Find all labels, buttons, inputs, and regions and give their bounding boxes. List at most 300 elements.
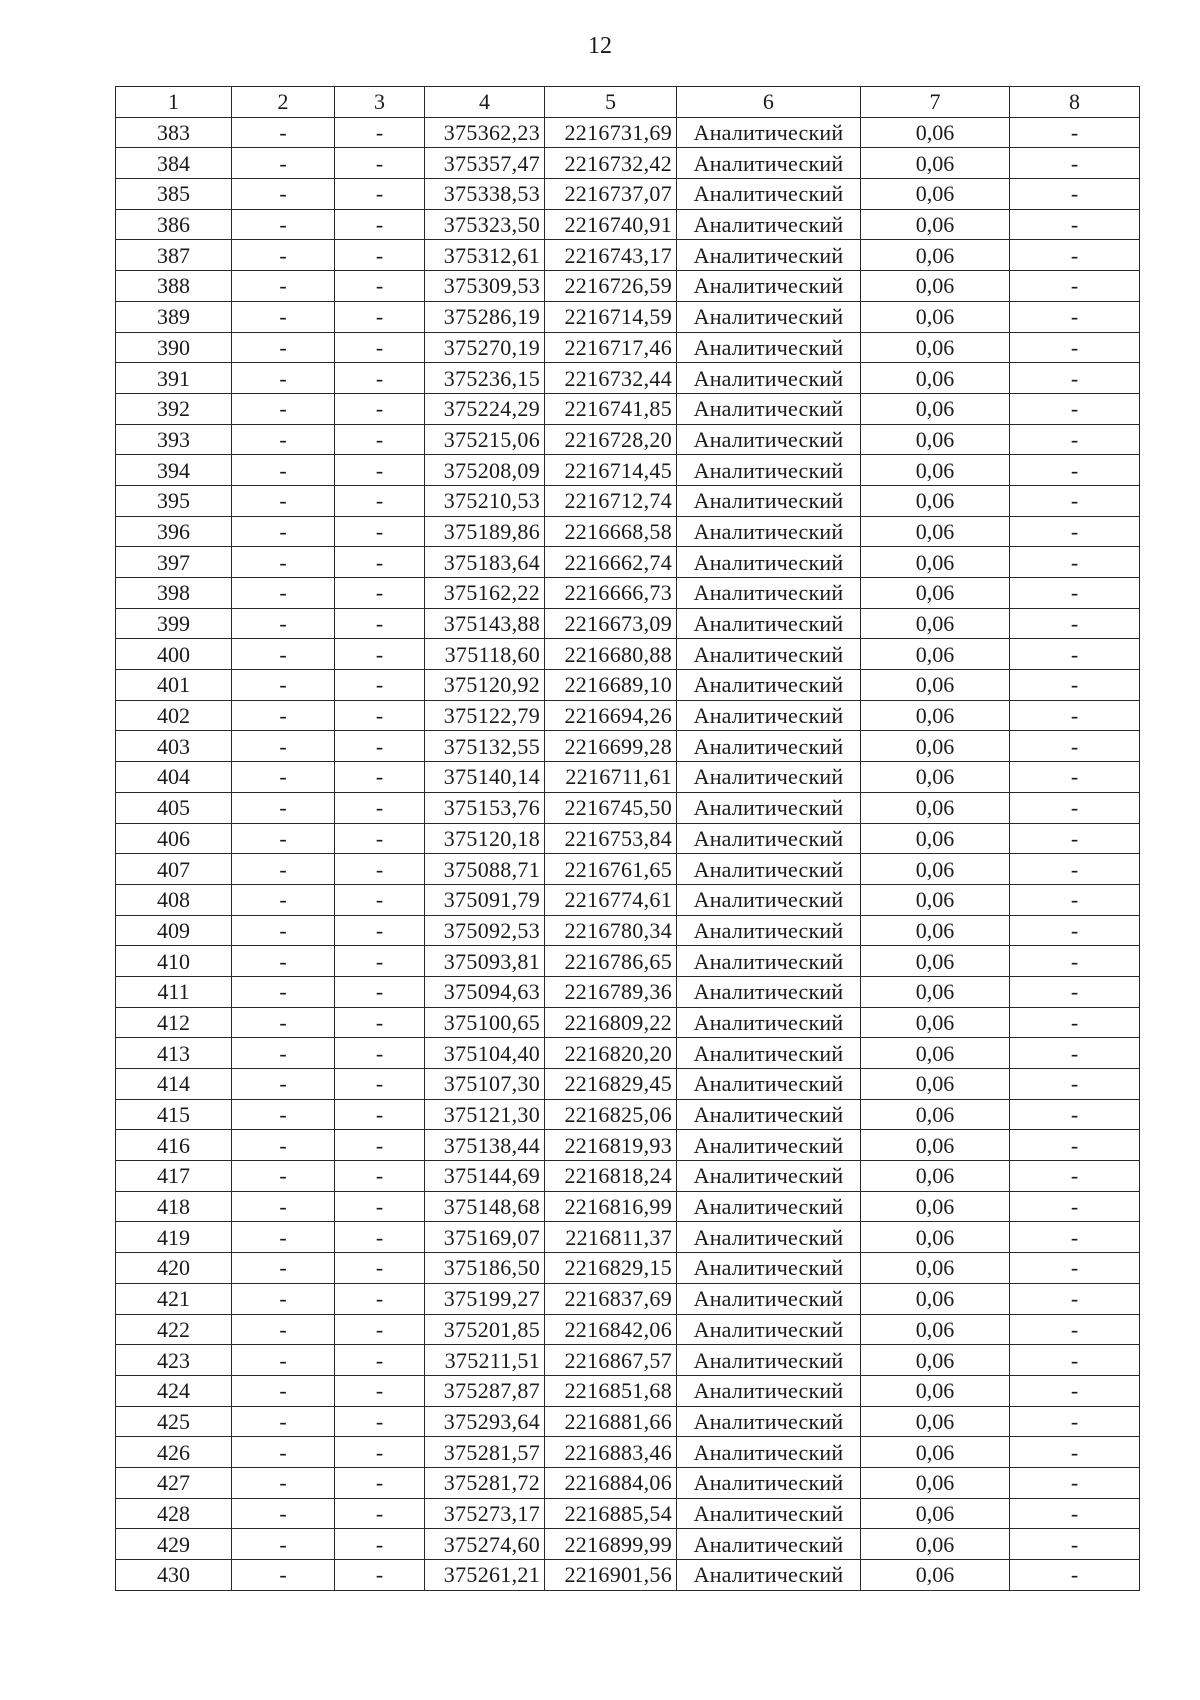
method-cell: Аналитический: [677, 301, 861, 332]
col3-value-cell: -: [335, 823, 425, 854]
col2-value-cell: -: [232, 976, 335, 1007]
accuracy-cell: 0,06: [861, 1283, 1010, 1314]
col3-value-cell: -: [335, 393, 425, 424]
table-row: [116, 700, 1140, 731]
column-header: 2: [232, 87, 335, 118]
col2-value-cell: -: [232, 1161, 335, 1192]
method-cell: Аналитический: [677, 578, 861, 609]
point-number-cell: 408: [116, 884, 232, 915]
col8-value-cell: -: [1010, 209, 1140, 240]
col2-value-cell: -: [232, 1222, 335, 1253]
col8-value-cell: -: [1010, 1375, 1140, 1406]
point-number-cell: 419: [116, 1222, 232, 1253]
col8-value-cell: -: [1010, 670, 1140, 701]
table-row: [116, 393, 1140, 424]
table-row: [116, 1406, 1140, 1437]
accuracy-cell: 0,06: [861, 1191, 1010, 1222]
table-row: [116, 1498, 1140, 1529]
coord-x-cell: 375121,30: [425, 1099, 545, 1130]
table-row: [116, 209, 1140, 240]
method-cell: Аналитический: [677, 148, 861, 179]
method-cell: Аналитический: [677, 1161, 861, 1192]
col3-value-cell: -: [335, 670, 425, 701]
col8-value-cell: -: [1010, 240, 1140, 271]
point-number-cell: 426: [116, 1437, 232, 1468]
accuracy-cell: 0,06: [861, 271, 1010, 302]
coord-y-cell: 2216732,42: [545, 148, 677, 179]
col3-value-cell: -: [335, 1437, 425, 1468]
coord-x-cell: 375140,14: [425, 762, 545, 793]
col8-value-cell: -: [1010, 1437, 1140, 1468]
col3-value-cell: -: [335, 915, 425, 946]
method-cell: Аналитический: [677, 639, 861, 670]
col2-value-cell: -: [232, 1560, 335, 1591]
coord-x-cell: 375186,50: [425, 1253, 545, 1284]
coord-y-cell: 2216818,24: [545, 1161, 677, 1192]
col2-value-cell: -: [232, 1406, 335, 1437]
coord-y-cell: 2216820,20: [545, 1038, 677, 1069]
col8-value-cell: -: [1010, 762, 1140, 793]
coord-x-cell: 375093,81: [425, 946, 545, 977]
coord-x-cell: 375199,27: [425, 1283, 545, 1314]
table-row: [116, 1191, 1140, 1222]
table-row: [116, 578, 1140, 609]
accuracy-cell: 0,06: [861, 578, 1010, 609]
col3-value-cell: -: [335, 1498, 425, 1529]
col2-value-cell: -: [232, 424, 335, 455]
point-number-cell: 396: [116, 516, 232, 547]
col3-value-cell: -: [335, 1038, 425, 1069]
table-row: [116, 1560, 1140, 1591]
coord-x-cell: 375362,23: [425, 117, 545, 148]
point-number-cell: 404: [116, 762, 232, 793]
col2-value-cell: -: [232, 332, 335, 363]
column-header: 1: [116, 87, 232, 118]
col2-value-cell: -: [232, 1038, 335, 1069]
accuracy-cell: 0,06: [861, 1437, 1010, 1468]
coord-y-cell: 2216689,10: [545, 670, 677, 701]
table-row: [116, 884, 1140, 915]
col2-value-cell: -: [232, 148, 335, 179]
coord-x-cell: 375153,76: [425, 792, 545, 823]
coord-x-cell: 375208,09: [425, 455, 545, 486]
method-cell: Аналитический: [677, 1498, 861, 1529]
col2-value-cell: -: [232, 1130, 335, 1161]
coord-x-cell: 375169,07: [425, 1222, 545, 1253]
col8-value-cell: -: [1010, 884, 1140, 915]
coord-y-cell: 2216761,65: [545, 854, 677, 885]
accuracy-cell: 0,06: [861, 393, 1010, 424]
coord-y-cell: 2216829,15: [545, 1253, 677, 1284]
method-cell: Аналитический: [677, 1375, 861, 1406]
col3-value-cell: -: [335, 209, 425, 240]
point-number-cell: 417: [116, 1161, 232, 1192]
col8-value-cell: -: [1010, 1345, 1140, 1376]
point-number-cell: 410: [116, 946, 232, 977]
col8-value-cell: -: [1010, 393, 1140, 424]
coord-y-cell: 2216842,06: [545, 1314, 677, 1345]
coord-x-cell: 375261,21: [425, 1560, 545, 1591]
coord-x-cell: 375236,15: [425, 363, 545, 394]
coord-y-cell: 2216711,61: [545, 762, 677, 793]
coord-x-cell: 375132,55: [425, 731, 545, 762]
method-cell: Аналитический: [677, 731, 861, 762]
coord-y-cell: 2216883,46: [545, 1437, 677, 1468]
coord-x-cell: 375281,72: [425, 1467, 545, 1498]
col3-value-cell: -: [335, 1467, 425, 1498]
method-cell: Аналитический: [677, 1007, 861, 1038]
col2-value-cell: -: [232, 363, 335, 394]
col2-value-cell: -: [232, 1498, 335, 1529]
table-row: [116, 1375, 1140, 1406]
accuracy-cell: 0,06: [861, 1253, 1010, 1284]
point-number-cell: 397: [116, 547, 232, 578]
method-cell: Аналитический: [677, 792, 861, 823]
coord-x-cell: 375144,69: [425, 1161, 545, 1192]
column-header: 7: [861, 87, 1010, 118]
col3-value-cell: -: [335, 117, 425, 148]
col2-value-cell: -: [232, 670, 335, 701]
accuracy-cell: 0,06: [861, 976, 1010, 1007]
coord-x-cell: 375224,29: [425, 393, 545, 424]
point-number-cell: 414: [116, 1069, 232, 1100]
method-cell: Аналитический: [677, 363, 861, 394]
coord-y-cell: 2216811,37: [545, 1222, 677, 1253]
point-number-cell: 384: [116, 148, 232, 179]
table-row: [116, 117, 1140, 148]
table-row: [116, 301, 1140, 332]
col8-value-cell: -: [1010, 1406, 1140, 1437]
col3-value-cell: -: [335, 1345, 425, 1376]
accuracy-cell: 0,06: [861, 363, 1010, 394]
col3-value-cell: -: [335, 792, 425, 823]
coord-y-cell: 2216712,74: [545, 485, 677, 516]
coord-x-cell: 375309,53: [425, 271, 545, 302]
table-row: [116, 363, 1140, 394]
coord-y-cell: 2216743,17: [545, 240, 677, 271]
col3-value-cell: -: [335, 547, 425, 578]
accuracy-cell: 0,06: [861, 332, 1010, 363]
coord-x-cell: 375104,40: [425, 1038, 545, 1069]
accuracy-cell: 0,06: [861, 854, 1010, 885]
point-number-cell: 399: [116, 608, 232, 639]
point-number-cell: 383: [116, 117, 232, 148]
coord-x-cell: 375338,53: [425, 179, 545, 210]
coord-y-cell: 2216731,69: [545, 117, 677, 148]
table-row: [116, 670, 1140, 701]
coord-x-cell: 375148,68: [425, 1191, 545, 1222]
coordinates-table: [115, 86, 1140, 1591]
accuracy-cell: 0,06: [861, 240, 1010, 271]
accuracy-cell: 0,06: [861, 1529, 1010, 1560]
point-number-cell: 405: [116, 792, 232, 823]
point-number-cell: 422: [116, 1314, 232, 1345]
col3-value-cell: -: [335, 700, 425, 731]
method-cell: Аналитический: [677, 608, 861, 639]
col3-value-cell: -: [335, 271, 425, 302]
method-cell: Аналитический: [677, 1560, 861, 1591]
coord-y-cell: 2216732,44: [545, 363, 677, 394]
coord-y-cell: 2216694,26: [545, 700, 677, 731]
table-row: [116, 547, 1140, 578]
method-cell: Аналитический: [677, 1314, 861, 1345]
coord-y-cell: 2216901,56: [545, 1560, 677, 1591]
col8-value-cell: -: [1010, 1498, 1140, 1529]
point-number-cell: 423: [116, 1345, 232, 1376]
page-number: 12: [588, 33, 612, 59]
coord-x-cell: 375281,57: [425, 1437, 545, 1468]
coord-y-cell: 2216737,07: [545, 179, 677, 210]
col3-value-cell: -: [335, 762, 425, 793]
coord-y-cell: 2216680,88: [545, 639, 677, 670]
table-row: [116, 148, 1140, 179]
coord-x-cell: 375189,86: [425, 516, 545, 547]
accuracy-cell: 0,06: [861, 608, 1010, 639]
coord-x-cell: 375162,22: [425, 578, 545, 609]
col2-value-cell: -: [232, 1375, 335, 1406]
coord-x-cell: 375143,88: [425, 608, 545, 639]
accuracy-cell: 0,06: [861, 1406, 1010, 1437]
point-number-cell: 412: [116, 1007, 232, 1038]
method-cell: Аналитический: [677, 976, 861, 1007]
coord-y-cell: 2216899,99: [545, 1529, 677, 1560]
method-cell: Аналитический: [677, 1130, 861, 1161]
coord-x-cell: 375107,30: [425, 1069, 545, 1100]
col8-value-cell: -: [1010, 946, 1140, 977]
coord-y-cell: 2216786,65: [545, 946, 677, 977]
col8-value-cell: -: [1010, 117, 1140, 148]
col3-value-cell: -: [335, 1161, 425, 1192]
col8-value-cell: -: [1010, 1161, 1140, 1192]
coord-y-cell: 2216829,45: [545, 1069, 677, 1100]
column-header: 6: [677, 87, 861, 118]
col3-value-cell: -: [335, 455, 425, 486]
col2-value-cell: -: [232, 271, 335, 302]
column-header: 5: [545, 87, 677, 118]
col8-value-cell: -: [1010, 578, 1140, 609]
col8-value-cell: -: [1010, 1467, 1140, 1498]
col8-value-cell: -: [1010, 1253, 1140, 1284]
col3-value-cell: -: [335, 332, 425, 363]
method-cell: Аналитический: [677, 700, 861, 731]
col2-value-cell: -: [232, 884, 335, 915]
accuracy-cell: 0,06: [861, 1375, 1010, 1406]
coord-y-cell: 2216867,57: [545, 1345, 677, 1376]
col2-value-cell: -: [232, 915, 335, 946]
col3-value-cell: -: [335, 731, 425, 762]
accuracy-cell: 0,06: [861, 915, 1010, 946]
accuracy-cell: 0,06: [861, 946, 1010, 977]
accuracy-cell: 0,06: [861, 639, 1010, 670]
col3-value-cell: -: [335, 1560, 425, 1591]
method-cell: Аналитический: [677, 762, 861, 793]
table-row: [116, 1467, 1140, 1498]
col2-value-cell: -: [232, 179, 335, 210]
coord-x-cell: 375270,19: [425, 332, 545, 363]
point-number-cell: 386: [116, 209, 232, 240]
col8-value-cell: -: [1010, 823, 1140, 854]
col2-value-cell: -: [232, 393, 335, 424]
col3-value-cell: -: [335, 884, 425, 915]
method-cell: Аналитический: [677, 209, 861, 240]
accuracy-cell: 0,06: [861, 485, 1010, 516]
col8-value-cell: -: [1010, 148, 1140, 179]
col2-value-cell: -: [232, 1007, 335, 1038]
accuracy-cell: 0,06: [861, 884, 1010, 915]
point-number-cell: 390: [116, 332, 232, 363]
col2-value-cell: -: [232, 946, 335, 977]
col3-value-cell: -: [335, 854, 425, 885]
col8-value-cell: -: [1010, 1191, 1140, 1222]
accuracy-cell: 0,06: [861, 670, 1010, 701]
point-number-cell: 387: [116, 240, 232, 271]
col2-value-cell: -: [232, 1314, 335, 1345]
coord-x-cell: 375138,44: [425, 1130, 545, 1161]
col3-value-cell: -: [335, 946, 425, 977]
point-number-cell: 429: [116, 1529, 232, 1560]
coord-x-cell: 375091,79: [425, 884, 545, 915]
table-row: [116, 639, 1140, 670]
table-row: [116, 485, 1140, 516]
coord-x-cell: 375183,64: [425, 547, 545, 578]
col2-value-cell: -: [232, 700, 335, 731]
table-row: [116, 823, 1140, 854]
col2-value-cell: -: [232, 608, 335, 639]
method-cell: Аналитический: [677, 117, 861, 148]
col8-value-cell: -: [1010, 1314, 1140, 1345]
table-row: [116, 1099, 1140, 1130]
col3-value-cell: -: [335, 578, 425, 609]
coord-y-cell: 2216673,09: [545, 608, 677, 639]
method-cell: Аналитический: [677, 240, 861, 271]
point-number-cell: 393: [116, 424, 232, 455]
coord-y-cell: 2216825,06: [545, 1099, 677, 1130]
col3-value-cell: -: [335, 1191, 425, 1222]
table-row: [116, 1314, 1140, 1345]
method-cell: Аналитический: [677, 1099, 861, 1130]
method-cell: Аналитический: [677, 823, 861, 854]
table-row: [116, 1253, 1140, 1284]
col8-value-cell: -: [1010, 639, 1140, 670]
col3-value-cell: -: [335, 976, 425, 1007]
col2-value-cell: -: [232, 516, 335, 547]
method-cell: Аналитический: [677, 179, 861, 210]
accuracy-cell: 0,06: [861, 301, 1010, 332]
accuracy-cell: 0,06: [861, 1314, 1010, 1345]
table-row: [116, 1437, 1140, 1468]
accuracy-cell: 0,06: [861, 700, 1010, 731]
coord-y-cell: 2216728,20: [545, 424, 677, 455]
accuracy-cell: 0,06: [861, 179, 1010, 210]
coord-x-cell: 375094,63: [425, 976, 545, 1007]
table-header-row: [116, 87, 1140, 118]
col2-value-cell: -: [232, 1345, 335, 1376]
col8-value-cell: -: [1010, 363, 1140, 394]
col3-value-cell: -: [335, 1007, 425, 1038]
table-row: [116, 1007, 1140, 1038]
coord-x-cell: 375122,79: [425, 700, 545, 731]
coord-x-cell: 375312,61: [425, 240, 545, 271]
table-body: [116, 117, 1140, 1590]
col2-value-cell: -: [232, 1467, 335, 1498]
table-row: [116, 1069, 1140, 1100]
point-number-cell: 421: [116, 1283, 232, 1314]
coord-y-cell: 2216666,73: [545, 578, 677, 609]
method-cell: Аналитический: [677, 1437, 861, 1468]
accuracy-cell: 0,06: [861, 547, 1010, 578]
coord-x-cell: 375201,85: [425, 1314, 545, 1345]
col8-value-cell: -: [1010, 1560, 1140, 1591]
col3-value-cell: -: [335, 1314, 425, 1345]
method-cell: Аналитический: [677, 1529, 861, 1560]
point-number-cell: 394: [116, 455, 232, 486]
col8-value-cell: -: [1010, 1130, 1140, 1161]
col3-value-cell: -: [335, 1099, 425, 1130]
coord-x-cell: 375100,65: [425, 1007, 545, 1038]
accuracy-cell: 0,06: [861, 1222, 1010, 1253]
point-number-cell: 424: [116, 1375, 232, 1406]
coord-y-cell: 2216714,45: [545, 455, 677, 486]
accuracy-cell: 0,06: [861, 1560, 1010, 1591]
col8-value-cell: -: [1010, 915, 1140, 946]
method-cell: Аналитический: [677, 547, 861, 578]
coord-x-cell: 375323,50: [425, 209, 545, 240]
col8-value-cell: -: [1010, 1222, 1140, 1253]
coord-y-cell: 2216881,66: [545, 1406, 677, 1437]
table-row: [116, 516, 1140, 547]
point-number-cell: 409: [116, 915, 232, 946]
table-row: [116, 854, 1140, 885]
col8-value-cell: -: [1010, 976, 1140, 1007]
accuracy-cell: 0,06: [861, 1130, 1010, 1161]
accuracy-cell: 0,06: [861, 762, 1010, 793]
coord-y-cell: 2216809,22: [545, 1007, 677, 1038]
coord-x-cell: 375357,47: [425, 148, 545, 179]
point-number-cell: 416: [116, 1130, 232, 1161]
point-number-cell: 403: [116, 731, 232, 762]
col3-value-cell: -: [335, 1069, 425, 1100]
coord-x-cell: 375215,06: [425, 424, 545, 455]
point-number-cell: 415: [116, 1099, 232, 1130]
col3-value-cell: -: [335, 179, 425, 210]
table-row: [116, 332, 1140, 363]
coord-x-cell: 375287,87: [425, 1375, 545, 1406]
point-number-cell: 413: [116, 1038, 232, 1069]
accuracy-cell: 0,06: [861, 792, 1010, 823]
method-cell: Аналитический: [677, 1069, 861, 1100]
coord-x-cell: 375274,60: [425, 1529, 545, 1560]
accuracy-cell: 0,06: [861, 1069, 1010, 1100]
point-number-cell: 395: [116, 485, 232, 516]
point-number-cell: 392: [116, 393, 232, 424]
col3-value-cell: -: [335, 1406, 425, 1437]
col2-value-cell: -: [232, 578, 335, 609]
col2-value-cell: -: [232, 455, 335, 486]
method-cell: Аналитический: [677, 1222, 861, 1253]
accuracy-cell: 0,06: [861, 1161, 1010, 1192]
accuracy-cell: 0,06: [861, 455, 1010, 486]
method-cell: Аналитический: [677, 946, 861, 977]
method-cell: Аналитический: [677, 271, 861, 302]
accuracy-cell: 0,06: [861, 117, 1010, 148]
col2-value-cell: -: [232, 1529, 335, 1560]
col3-value-cell: -: [335, 608, 425, 639]
col2-value-cell: -: [232, 731, 335, 762]
coord-y-cell: 2216740,91: [545, 209, 677, 240]
col2-value-cell: -: [232, 1191, 335, 1222]
accuracy-cell: 0,06: [861, 823, 1010, 854]
table-row: [116, 731, 1140, 762]
